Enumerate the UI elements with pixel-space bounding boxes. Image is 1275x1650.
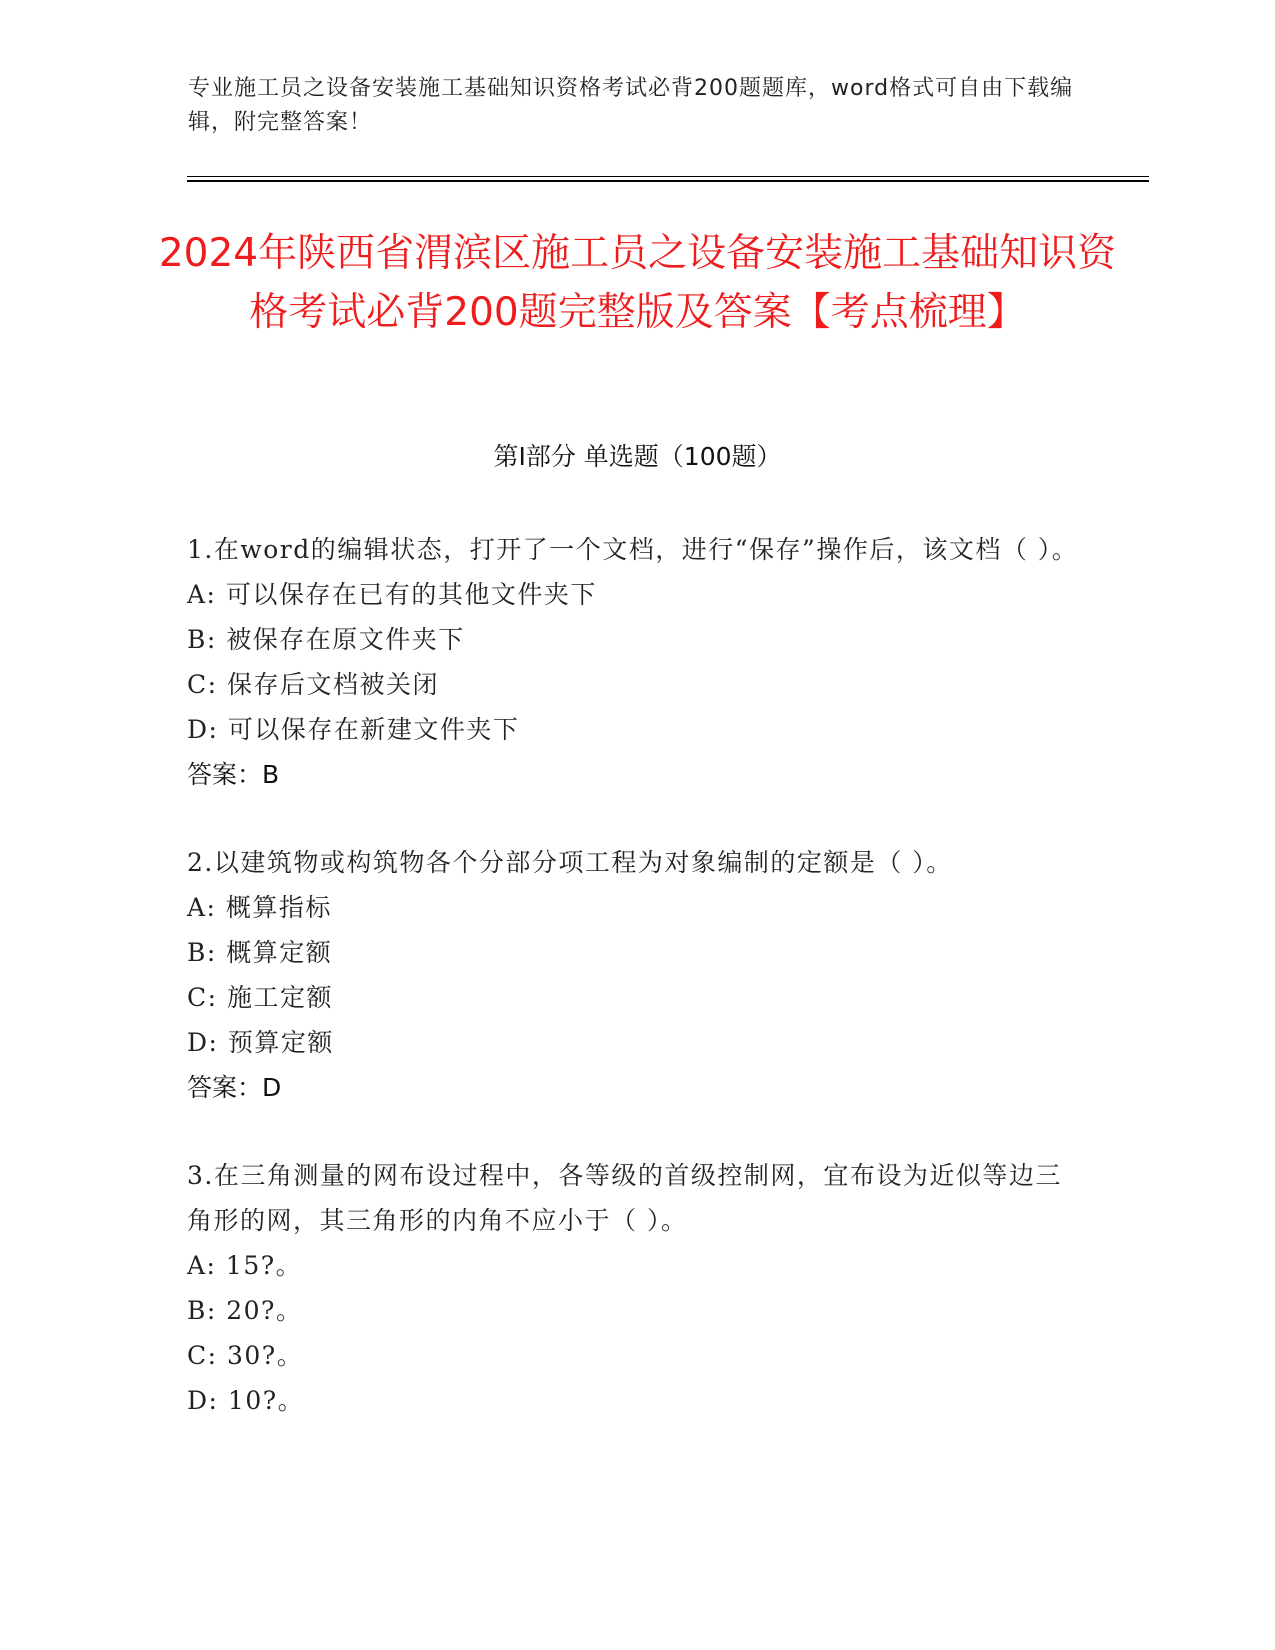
question-list: [187, 527, 1087, 1466]
question-2: [187, 840, 1087, 1110]
question-stem: 3.在三角测量的网布设过程中，各等级的首级控制网，宜布设为近似等边三角形的网，其三角形的内角不应小于（ ）。: [187, 1161, 1062, 1235]
option-b: B: 概算定额: [187, 938, 333, 967]
option-a: A: 概算指标: [187, 893, 332, 922]
question-stem: 1.在word的编辑状态，打开了一个文档，进行“保存”操作后，该文档（ ）。: [187, 535, 1079, 564]
question-3: [187, 1153, 1087, 1423]
option-b: B: 被保存在原文件夹下: [187, 625, 465, 654]
section-heading: 第Ⅰ部分 单选题（100题）: [493, 442, 782, 471]
header-divider-thick: [187, 180, 1149, 182]
option-a: A: 可以保存在已有的其他文件夹下: [187, 580, 597, 609]
question-1: [187, 527, 1087, 797]
answer-line: 答案：D: [187, 1073, 282, 1102]
option-d: D: 可以保存在新建文件夹下: [187, 715, 520, 744]
answer-line: 答案：B: [187, 760, 280, 789]
document-title: 2024年陕西省渭滨区施工员之设备安装施工基础知识资格考试必背200题完整版及答案【考点梳理】: [158, 231, 1117, 335]
option-a: A: 15?。: [187, 1251, 303, 1280]
header-note: 专业施工员之设备安装施工基础知识资格考试必背200题题库，word格式可自由下载编辑，附完整答案！: [188, 76, 1074, 135]
option-d: D: 预算定额: [187, 1028, 334, 1057]
option-b: B: 20?。: [187, 1296, 303, 1325]
option-d: D: 10?。: [187, 1386, 305, 1415]
option-c: C: 保存后文档被关闭: [187, 670, 439, 699]
header-divider-thin: [187, 176, 1149, 177]
question-stem: 2.以建筑物或构筑物各个分部分项工程为对象编制的定额是（ ）。: [187, 848, 953, 877]
option-c: C: 施工定额: [187, 983, 333, 1012]
option-c: C: 30?。: [187, 1341, 304, 1370]
